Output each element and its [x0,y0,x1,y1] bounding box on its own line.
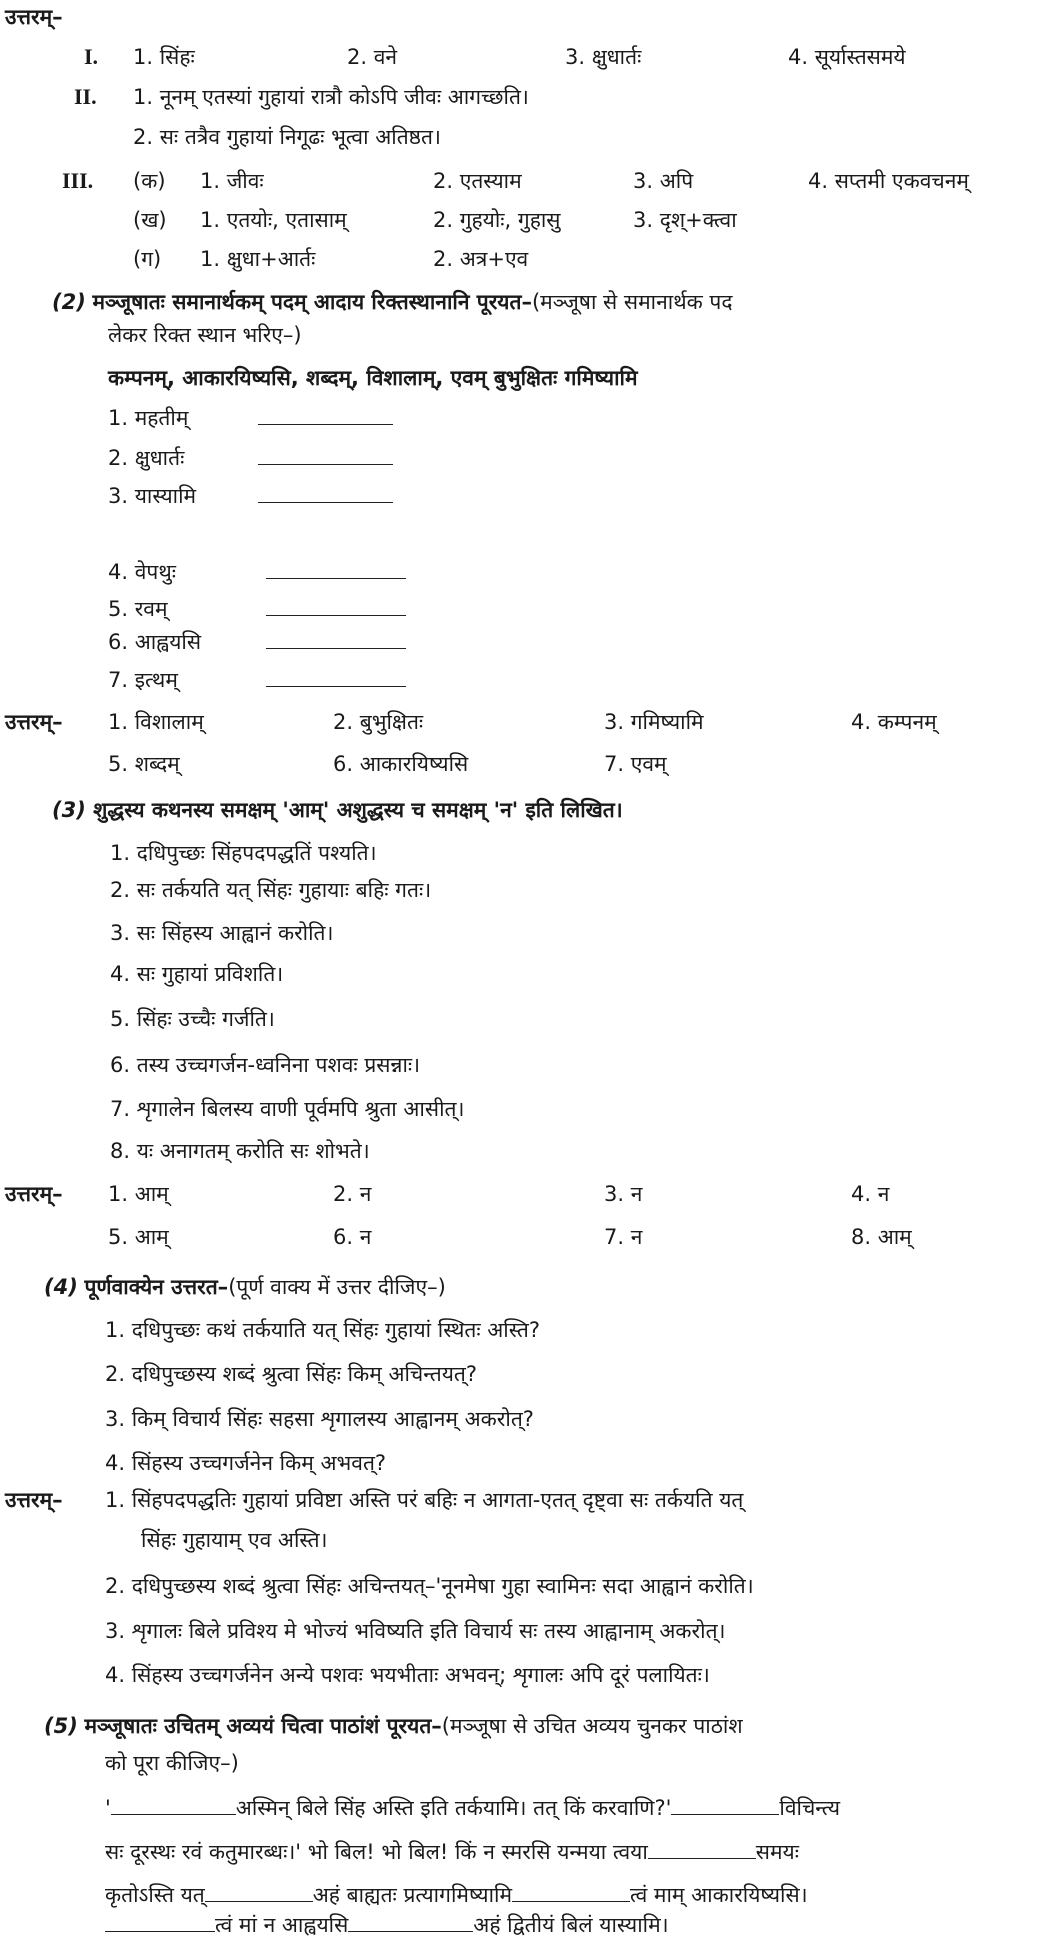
fill-item: 4. वेपथुः [108,557,406,587]
answer-item: 1. सिंहपदपद्धतिः गुहायां प्रविष्टा अस्ति परं बहिः न आगता-एतत् दृष्ट्वा सः तर्कयति यत् [105,1488,744,1512]
question-item: 4. सिंहस्य उच्चगर्जनेन किम् अभवत्? [105,1451,387,1475]
blank[interactable] [258,484,393,503]
answer-item: 2. गुहयोः, गुहासु [433,208,561,232]
blank[interactable] [111,1796,236,1815]
q5-heading [44,1711,743,1741]
blank[interactable] [648,1840,756,1859]
fill-item: 3. यास्यामि [108,481,393,511]
answer-item: 6. न [333,1225,372,1249]
fill-item: 7. इत्थम् [108,665,406,695]
statement-item: 5. सिंहः उच्चैः गर्जति। [110,1007,275,1031]
answer-item: 5. आम् [108,1225,169,1249]
section-II-label: II. [74,84,97,109]
answer-item: 4. कम्पनम् [851,710,937,734]
answer-item: 2. वने [347,45,398,69]
q3-heading [52,795,623,825]
blank[interactable] [348,1913,473,1932]
blank[interactable] [512,1883,630,1902]
answer-item: 1. क्षुधा+आर्तः [200,247,316,271]
q4-hindi: (पूर्ण वाक्य में उत्तर दीजिए–) [228,1275,446,1299]
fill-item: 1. महतीम् [108,403,393,433]
q3-title: शुद्धस्य कथनस्य समक्षम् 'आम्' अशुद्धस्य च समक्षम् 'न' इति लिखित। [93,798,623,822]
blank[interactable] [671,1796,779,1815]
section-III-label: III. [62,168,94,193]
answer-item: 8. आम् [851,1225,912,1249]
q2-word-box: कम्पनम्, आकारयिष्यसि, शब्दम्, विशालाम्, एवम् बुभुक्षितः गमिष्यामि [108,366,638,390]
answer-item: 1. जीवः [200,169,264,193]
statement-item: 1. दधिपुच्छः सिंहपदपद्धतिं पश्यति। [110,841,377,865]
blank[interactable] [105,1913,215,1932]
answer-item: 1. एतयोः, एतासाम् [200,208,347,232]
statement-item: 3. सः सिंहस्य आह्वानं करोति। [110,921,334,945]
passage-line: कृतोऽस्ति यत् अहं बाह्यतः प्रत्यागमिष्यामि त्वं माम् आकारयिष्यसि। [105,1883,808,1907]
answer-item: 1. सिंहः [133,45,195,69]
passage-line: त्वं मां न आह्वयसि अहं द्वितीयं बिलं यास्यामि। [105,1910,1027,1940]
answer-item: 3. क्षुधार्तः [565,45,642,69]
q2-hindi: (मञ्जूषा से समानार्थक पद [531,290,733,314]
answer-item: 4. न [851,1182,890,1206]
statement-item: 8. यः अनागतम् करोति सः शोभते। [110,1139,370,1163]
answer-item: 1. विशालाम् [108,710,204,734]
sub-label: (ग) [133,247,162,271]
answer-item: 5. शब्दम् [108,752,180,776]
answer-label: उत्तरम्– [5,5,63,29]
q4-title: पूर्णवाक्येन उत्तरत– [84,1275,229,1299]
answer-item: 2. बुभुक्षितः [333,710,424,734]
q5-hindi-cont: को पूरा कीजिए–) [105,1751,239,1775]
question-item: 3. किम् विचार्य सिंहः सहसा शृगालस्य आह्वानम् अकरोत्? [105,1407,534,1431]
passage-line: ' अस्मिन् बिले सिंह अस्ति इति तर्कयामि। तत् किं करवाणि?' विचिन्त्य [105,1796,841,1820]
question-item: 2. दधिपुच्छस्य शब्दं श्रुत्वा सिंहः किम् अचिन्तयत्? [105,1362,477,1386]
q4-heading [44,1272,446,1302]
answer-item: 2. दधिपुच्छस्य शब्दं श्रुत्वा सिंहः अचिन्तयत्–'नूनमेषा गुहा स्वामिनः सदा आह्वानं करोति। [105,1574,754,1598]
answer-item: 4. सूर्यास्तसमये [788,45,906,69]
q2-hindi-cont: लेकर रिक्त स्थान भरिए–) [108,323,302,347]
blank[interactable] [266,668,406,687]
answer-item: 3. शृगालः बिले प्रविश्य मे भोज्यं भविष्यति इति विचार्य सः तस्य आह्वानाम् अकरोत्। [105,1619,726,1643]
blank[interactable] [266,597,406,616]
answer-item: 4. सप्तमी एकवचनम् [808,169,969,193]
sub-label: (क) [133,169,166,193]
statement-item: 4. सः गुहायां प्रविशति। [110,962,284,986]
answer-item: 1. नूनम् एतस्यां गुहायां रात्रौ कोऽपि जीवः आगच्छति। [133,85,529,109]
answer-item: 2. अत्र+एव [433,247,529,271]
q4-number: (4) [44,1275,78,1299]
q2-heading [52,287,733,317]
blank[interactable] [258,446,393,465]
answer-item-cont: सिंहः गुहायाम् एव अस्ति। [141,1528,328,1552]
question-item: 1. दधिपुच्छः कथं तर्कयाति यत् सिंहः गुहायां स्थितः अस्ति? [105,1318,541,1342]
statement-item: 6. तस्य उच्चगर्जन-ध्वनिना पशवः प्रसन्नाः। [110,1053,421,1077]
answer-item: 2. न [333,1182,372,1206]
answer-item: 3. न [604,1182,643,1206]
statement-item: 7. शृगालेन बिलस्य वाणी पूर्वमपि श्रुता आसीत्। [110,1097,465,1121]
answer-item: 6. आकारयिष्यसि [333,752,469,776]
q5-hindi: (मञ्जूषा से उचित अव्यय चुनकर पाठांश [441,1714,743,1738]
answer-item: 7. न [604,1225,643,1249]
answer-item: 1. आम् [108,1182,169,1206]
blank[interactable] [258,406,393,425]
answer-item: 3. दृश्+क्त्वा [633,208,737,232]
q3-number: (3) [52,798,86,822]
q5-title: मञ्जूषातः उचितम् अव्ययं चित्वा पाठांशं पूरयत– [84,1714,442,1738]
answer-label: उत्तरम्– [5,1488,63,1512]
fill-item: 6. आह्वयसि [108,627,406,657]
answer-item: 2. एतस्याम [433,169,522,193]
section-I-label: I. [84,44,99,69]
blank[interactable] [205,1883,313,1902]
answer-item: 2. सः तत्रैव गुहायां निगूढः भूत्वा अतिष्ठत। [133,125,441,149]
q5-number: (5) [44,1714,78,1738]
fill-item: 2. क्षुधार्तः [108,443,393,473]
blank[interactable] [266,560,406,579]
passage-line: सः दूरस्थः रवं कतुमारब्धः।' भो बिल! भो बिल! किं न स्मरसि यन्मया त्वया समयः [105,1840,799,1864]
q2-number: (2) [52,290,86,314]
answer-item: 3. गमिष्यामि [604,710,704,734]
sub-label: (ख) [133,208,167,232]
statement-item: 2. सः तर्कयति यत् सिंहः गुहायाः बहिः गतः। [110,878,432,902]
blank[interactable] [266,630,406,649]
answer-item: 4. सिंहस्य उच्चगर्जनेन अन्ये पशवः भयभीताः अभवन्; शृगालः अपि दूरं पलायितः। [105,1663,710,1687]
fill-item: 5. रवम् [108,594,406,624]
answer-item: 7. एवम् [604,752,667,776]
answer-label: उत्तरम्– [5,1182,63,1206]
answer-label: उत्तरम्– [5,710,63,734]
answer-item: 3. अपि [633,169,694,193]
q2-title: मञ्जूषातः समानार्थकम् पदम् आदाय रिक्तस्थानानि पूरयत– [92,290,532,314]
